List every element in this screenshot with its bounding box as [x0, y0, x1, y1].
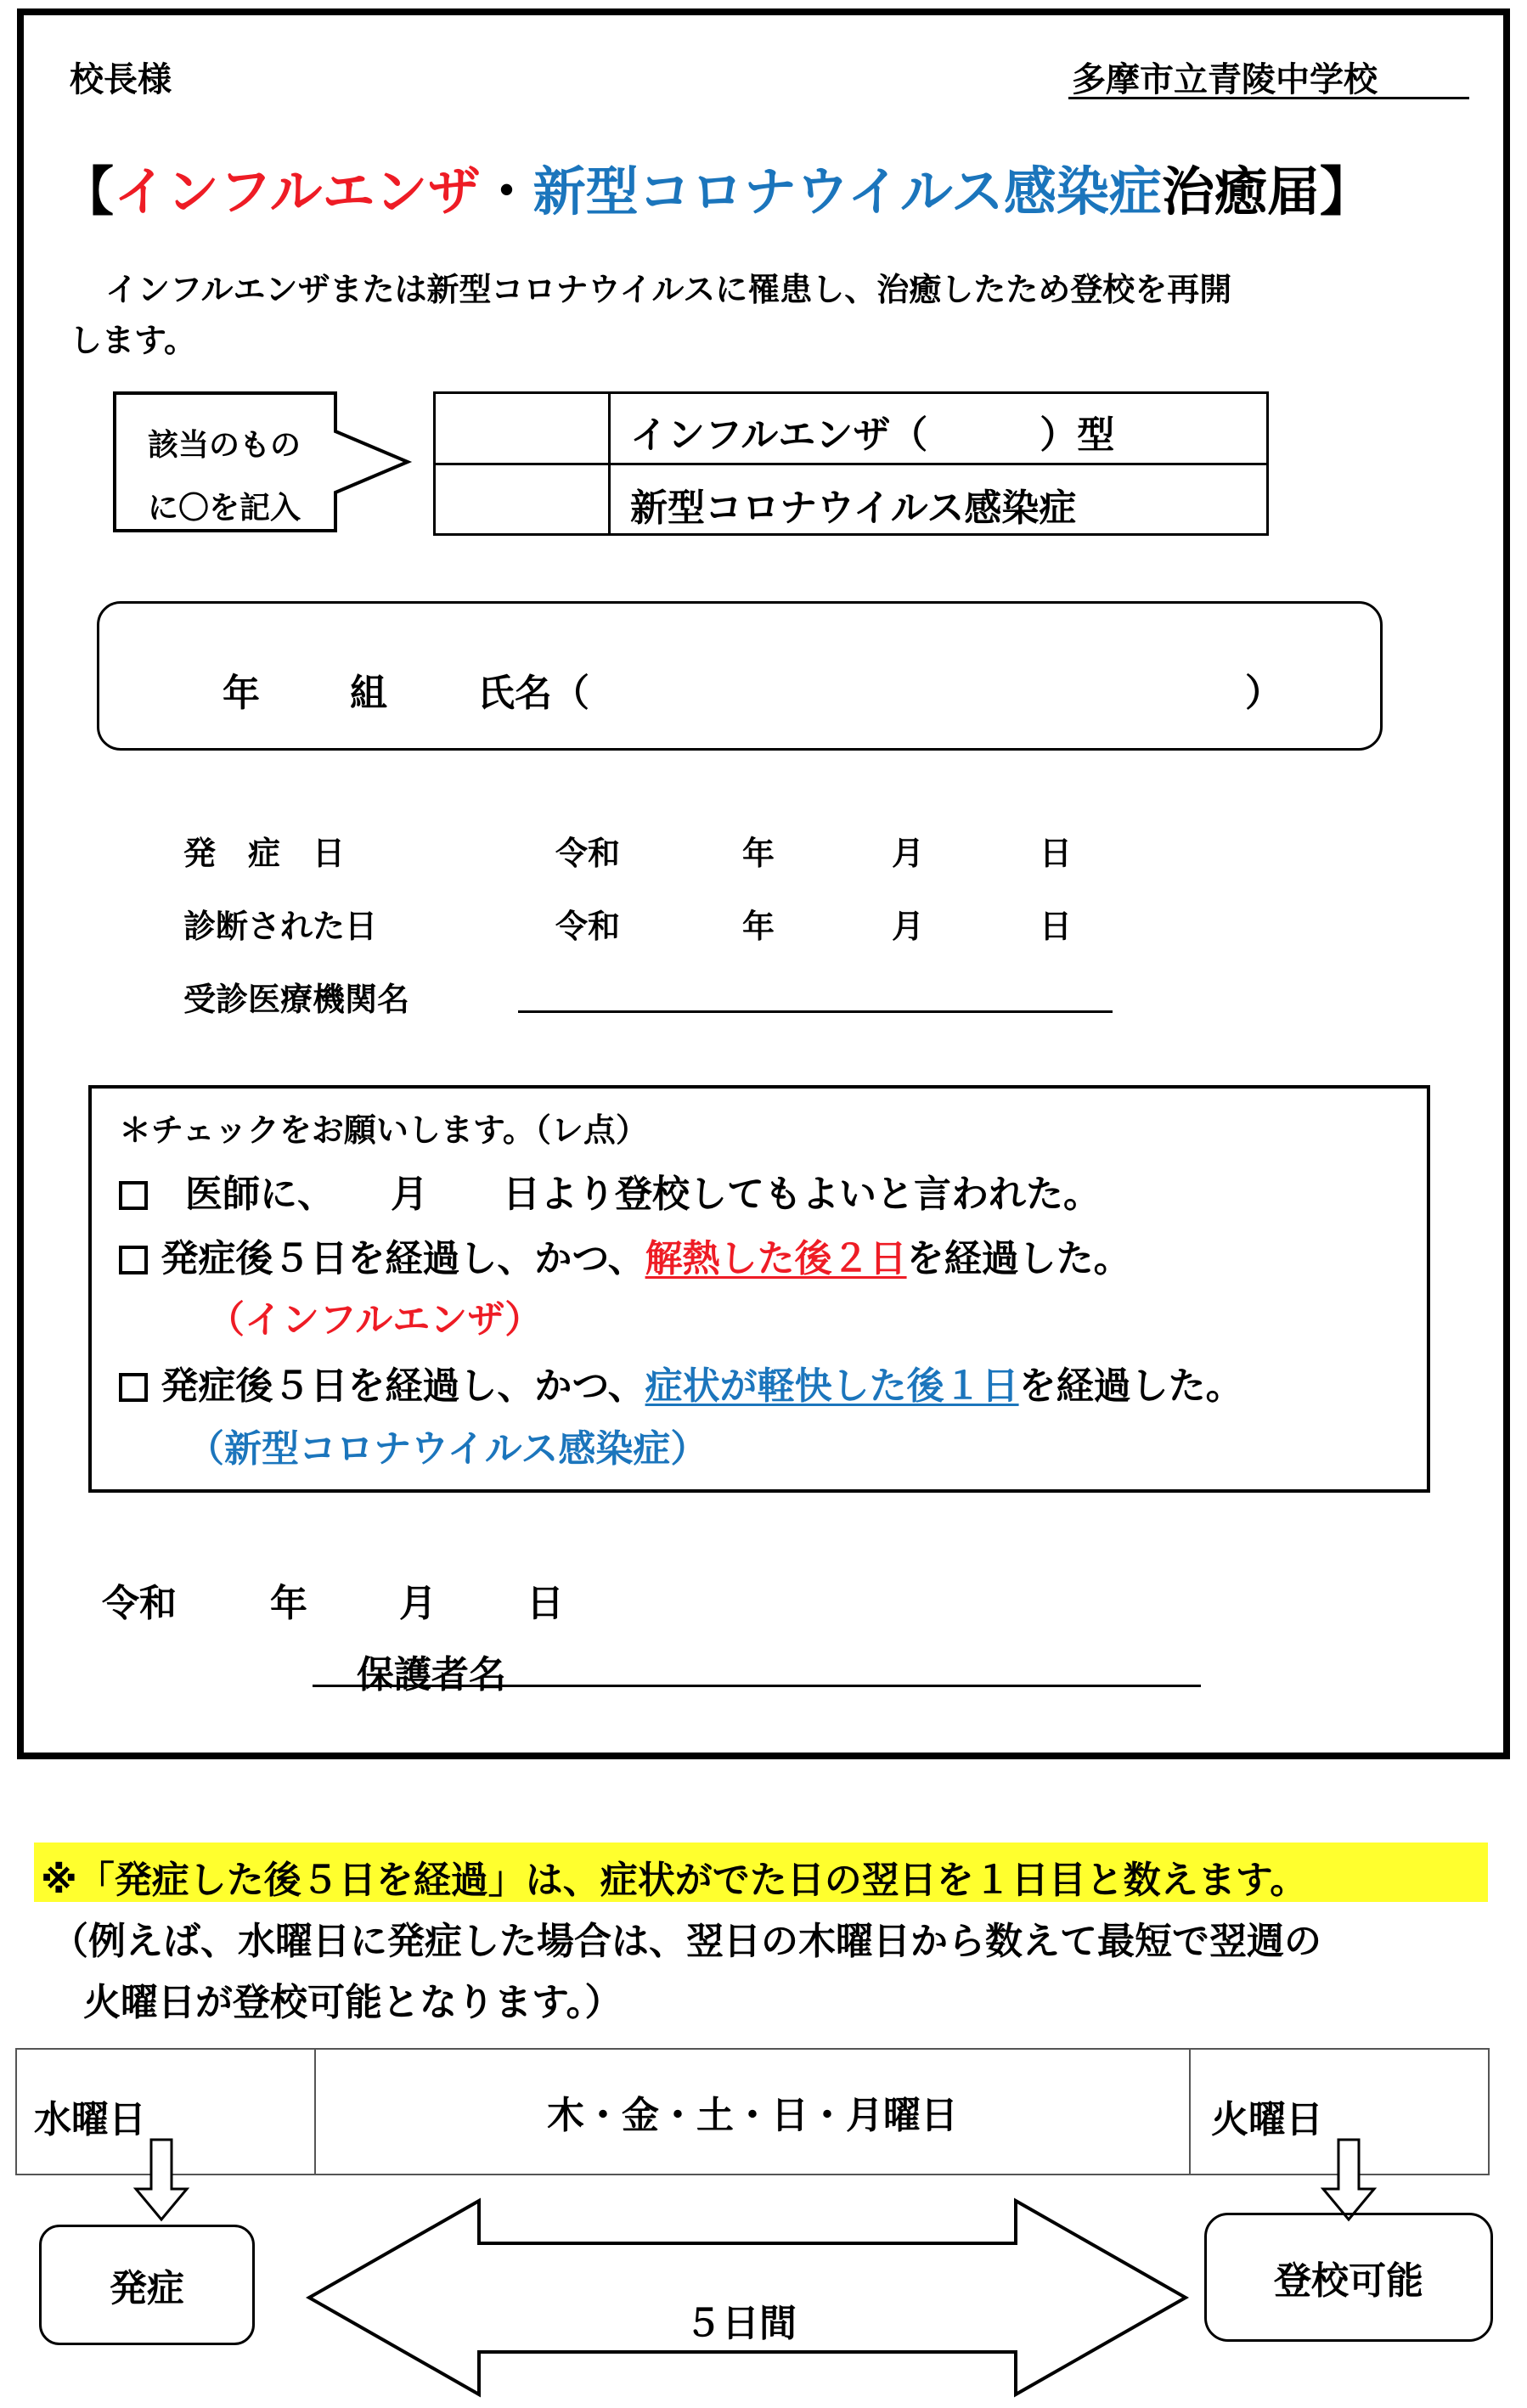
checklist-heading: ＊チェックをお願いします。（レ点）: [119, 1111, 648, 1149]
onset-day: 日: [1040, 835, 1073, 872]
title-covid: 新型コロナウイルス感染症: [532, 160, 1162, 222]
checkbox-2[interactable]: [119, 1246, 148, 1274]
clinic-label: 受診医療機関名: [183, 981, 410, 1018]
student-year-label: 年: [223, 672, 260, 715]
option-covid-mark-cell[interactable]: [437, 467, 606, 533]
checklist-item-2-emphasis: 解熱した後２日: [645, 1237, 907, 1280]
checklist-item-1-text: 医師に、 月 日より登校してもよいと言われた。: [185, 1173, 1101, 1216]
timeline-day-wed: 水曜日: [34, 2098, 146, 2141]
checkbox-3[interactable]: [119, 1373, 148, 1402]
title-bracket-close: 】: [1319, 160, 1372, 222]
note-line-3: 火曜日が登校可能となります。）: [83, 1981, 623, 2024]
school-name: 多摩市立青陵中学校: [1072, 60, 1378, 99]
guardian-label: 保護者名: [357, 1653, 506, 1696]
signature-era: 令和: [102, 1582, 177, 1625]
down-arrow-onset-icon: [132, 2138, 190, 2223]
signature-day: 日: [527, 1582, 564, 1625]
instruction-line-1: 該当のもの: [148, 428, 301, 463]
student-class-label: 組: [350, 672, 387, 715]
option-flu-mark-cell[interactable]: [437, 396, 606, 460]
clinic-field-line[interactable]: [518, 1010, 1113, 1013]
checklist-item-2-post: を経過した。: [906, 1237, 1131, 1280]
title-flu: インフルエンザ: [114, 160, 481, 222]
checklist-item-1: [119, 1163, 1101, 1218]
return-box: 登校可能: [1204, 2213, 1493, 2342]
note-line-2: （例えば、水曜日に発症した場合は、翌日の木曜日から数えて最短で翌週の: [51, 1920, 1321, 1963]
span-label: ５日間: [685, 2302, 797, 2345]
addressee: 校長様: [70, 60, 172, 99]
checklist-item-3-post: を経過した。: [1018, 1364, 1243, 1408]
checklist-item-3-emphasis: 症状が軽快した後１日: [645, 1364, 1019, 1408]
title-suffix: 治癒届: [1161, 160, 1320, 222]
checkbox-1[interactable]: [119, 1181, 148, 1210]
diagnosed-day: 日: [1040, 908, 1073, 945]
form-title: [61, 149, 1372, 225]
onset-year: 年: [742, 835, 775, 872]
diagnosed-month: 月: [892, 908, 925, 945]
guardian-field-line[interactable]: [313, 1685, 1201, 1687]
student-name-label: 氏名（: [477, 672, 589, 715]
checklist-item-3-pre: 発症後５日を経過し、かつ、: [161, 1364, 645, 1408]
intro-line-2: します。: [70, 322, 196, 359]
timeline-middle-days: 木・金・土・日・月曜日: [547, 2094, 958, 2137]
student-name-close: ）: [1245, 672, 1282, 715]
diagnosed-era: 令和: [555, 908, 621, 945]
onset-label: 発 症 日: [183, 835, 346, 872]
onset-box: 発症: [39, 2225, 255, 2345]
checklist-item-2-pre: 発症後５日を経過し、かつ、: [161, 1237, 645, 1280]
intro-line-1: インフルエンザまたは新型コロナウイルスに罹患し、治癒したため登校を再開: [105, 271, 1232, 308]
diagnosed-year: 年: [742, 908, 775, 945]
title-dot: ・: [480, 160, 533, 222]
onset-month: 月: [892, 835, 925, 872]
options-row-divider: [433, 463, 1269, 465]
down-arrow-return-icon: [1320, 2138, 1378, 2223]
option-covid-label: 新型コロナウイルス感染症: [630, 487, 1077, 530]
option-flu-label: インフルエンザ（ ）型: [630, 414, 1115, 457]
school-underline: [1068, 97, 1469, 99]
instruction-line-2: に〇を記入: [148, 491, 301, 526]
title-bracket-open: 【: [61, 160, 115, 222]
diagnosed-label: 診断された日: [183, 908, 378, 945]
timeline-divider-2: [1189, 2048, 1191, 2175]
signature-year: 年: [270, 1582, 307, 1625]
checklist-item-2-note: （インフルエンザ）: [207, 1298, 543, 1342]
student-info-box: [97, 601, 1383, 751]
options-col-divider: [608, 391, 611, 536]
note-line-1: ※「発症した後５日を経過」は、症状がでた日の翌日を１日目と数えます。: [41, 1859, 1308, 1902]
checklist-item-3: [119, 1355, 1243, 1409]
checklist-item-2: [119, 1228, 1131, 1282]
signature-month: 月: [399, 1582, 437, 1625]
timeline-day-tue: 火曜日: [1211, 2098, 1323, 2141]
checklist-item-3-note: （新型コロナウイルス感染症）: [187, 1427, 708, 1471]
onset-era: 令和: [555, 835, 621, 872]
